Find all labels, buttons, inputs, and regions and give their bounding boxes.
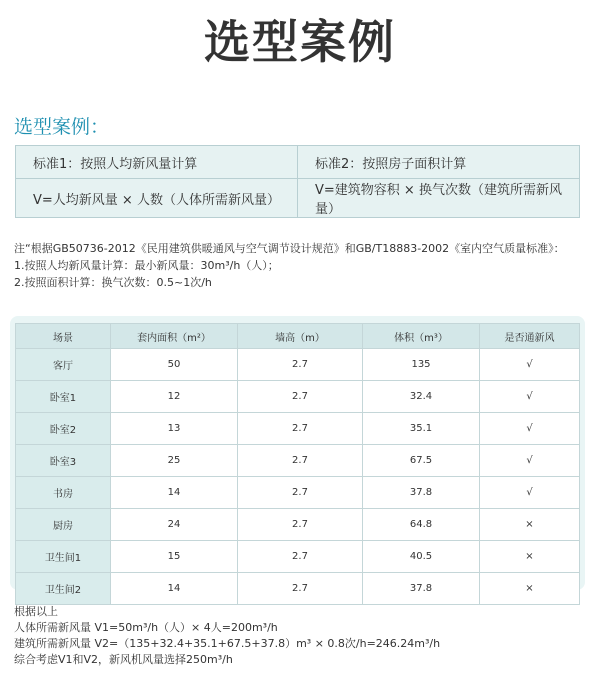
table-row xyxy=(16,509,580,541)
table-cell: 67.5 xyxy=(363,445,480,477)
table-cell: × xyxy=(480,541,580,573)
table-cell: 50 xyxy=(111,349,238,381)
table-cell: 15 xyxy=(111,541,238,573)
column-header: 墙高（m） xyxy=(238,324,363,349)
standards-table xyxy=(15,145,580,218)
standard-1-formula: V=人均新风量 × 人数（人体所需新风量） xyxy=(16,179,298,218)
table-cell: 2.7 xyxy=(238,445,363,477)
conclusion-block xyxy=(14,604,440,668)
standards-formula-row xyxy=(16,179,580,218)
table-cell: 64.8 xyxy=(363,509,480,541)
table-cell: 2.7 xyxy=(238,477,363,509)
table-cell: √ xyxy=(480,381,580,413)
conclusion-line: 根据以上 xyxy=(14,605,58,618)
table-cell: 客厅 xyxy=(16,349,111,381)
table-row xyxy=(16,445,580,477)
conclusion-line: 建筑所需新风量 V2=（135+32.4+35.1+67.5+37.8）m³ × 0.8次/h=246.24m³/h xyxy=(14,637,441,650)
table-row xyxy=(16,381,580,413)
table-cell: 37.8 xyxy=(363,477,480,509)
page-title: 选型案例 xyxy=(204,15,396,69)
table-cell: 厨房 xyxy=(16,509,111,541)
notes-block xyxy=(14,240,598,291)
table-cell: × xyxy=(480,509,580,541)
standard-1-title: 标准1：按照人均新风量计算 xyxy=(16,146,298,179)
table-cell: 卧室2 xyxy=(16,413,111,445)
table-cell: 2.7 xyxy=(238,573,363,605)
note-line: 2.按照面积计算：换气次数：0.5~1次/h xyxy=(14,276,212,289)
table-cell: 卧室1 xyxy=(16,381,111,413)
section-title: 选型案例： xyxy=(14,116,110,138)
table-cell: 2.7 xyxy=(238,541,363,573)
table-cell: √ xyxy=(480,413,580,445)
room-volume-table xyxy=(15,323,580,605)
table-cell: 24 xyxy=(111,509,238,541)
table-cell: 40.5 xyxy=(363,541,480,573)
column-header: 是否通新风 xyxy=(480,324,580,349)
note-line: 1.按照人均新风量计算：最小新风量：30m³/h（人）； xyxy=(14,259,279,272)
data-table-container xyxy=(10,316,585,596)
table-cell: 2.7 xyxy=(238,381,363,413)
table-row xyxy=(16,477,580,509)
standard-2-title: 标准2：按照房子面积计算 xyxy=(298,146,580,179)
table-cell: 书房 xyxy=(16,477,111,509)
conclusion-line: 综合考虑V1和V2，新风机风量选择250m³/h xyxy=(14,653,233,666)
table-cell: 12 xyxy=(111,381,238,413)
table-cell: 卧室3 xyxy=(16,445,111,477)
table-row xyxy=(16,541,580,573)
table-cell: 2.7 xyxy=(238,349,363,381)
table-cell: 37.8 xyxy=(363,573,480,605)
table-cell: √ xyxy=(480,445,580,477)
table-cell: 卫生间1 xyxy=(16,541,111,573)
table-cell: × xyxy=(480,573,580,605)
column-header: 体积（m³） xyxy=(363,324,480,349)
column-header: 套内面积（m²） xyxy=(111,324,238,349)
table-cell: 35.1 xyxy=(363,413,480,445)
table-cell: 32.4 xyxy=(363,381,480,413)
standard-2-formula: V=建筑物容积 × 换气次数（建筑所需新风量） xyxy=(298,179,580,218)
table-cell: 13 xyxy=(111,413,238,445)
table-cell: 2.7 xyxy=(238,413,363,445)
table-cell: 25 xyxy=(111,445,238,477)
table-cell: √ xyxy=(480,477,580,509)
table-row xyxy=(16,349,580,381)
table-cell: 14 xyxy=(111,573,238,605)
table-cell: √ xyxy=(480,349,580,381)
table-cell: 卫生间2 xyxy=(16,573,111,605)
table-row xyxy=(16,573,580,605)
standards-title-row xyxy=(16,146,580,179)
conclusion-line: 人体所需新风量 V1=50m³/h（人）× 4人=200m³/h xyxy=(14,621,278,634)
table-row xyxy=(16,413,580,445)
table-cell: 135 xyxy=(363,349,480,381)
table-header-row xyxy=(16,324,580,349)
column-header: 场景 xyxy=(16,324,111,349)
table-cell: 14 xyxy=(111,477,238,509)
note-line: 注“根据GB50736-2012《民用建筑供暖通风与空气调节设计规范》和GB/T18883-2002《室内空气质量标准》： xyxy=(14,242,565,255)
table-cell: 2.7 xyxy=(238,509,363,541)
